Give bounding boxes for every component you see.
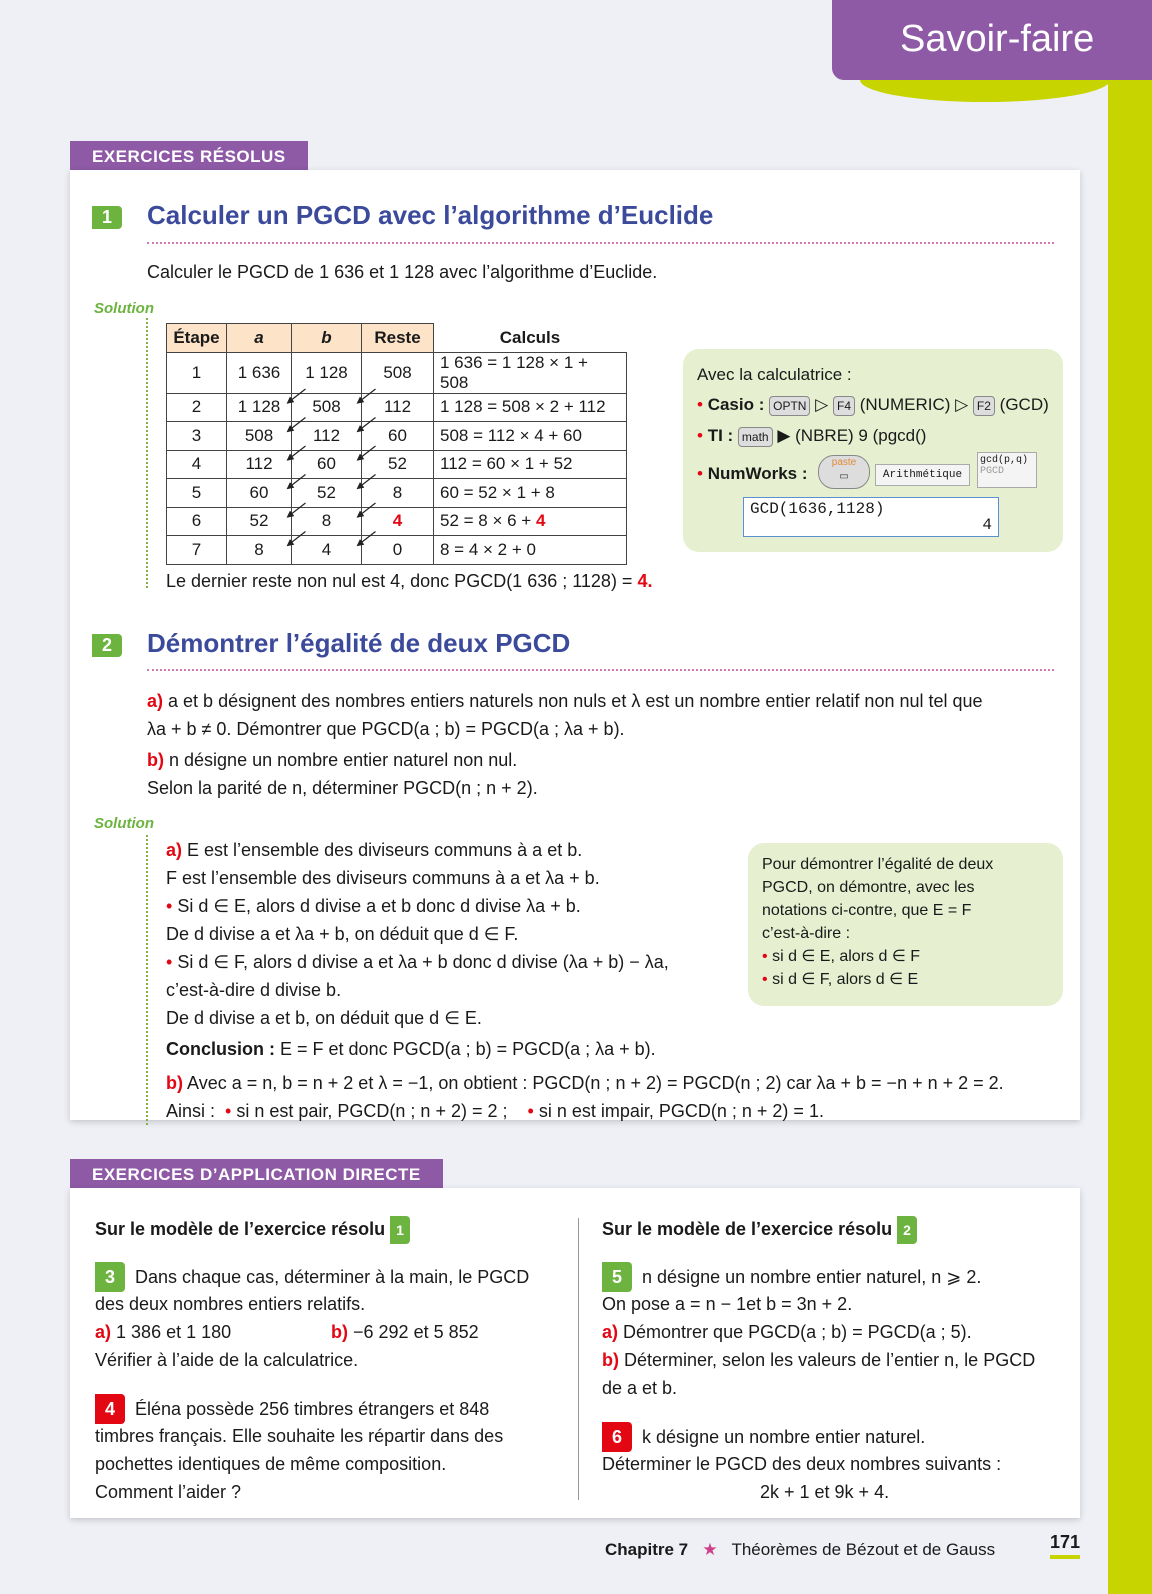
table-cell: 112 bbox=[362, 393, 434, 422]
ex1-statement: Calculer le PGCD de 1 636 et 1 128 avec l’algorithme d’Euclide. bbox=[147, 262, 658, 282]
sol-line-4: De d divise a et λa + b, on déduit que d ∈ F. bbox=[166, 924, 519, 944]
table-cell: 112 = 60 × 1 + 52 bbox=[434, 450, 627, 479]
screen-input: GCD(1636,1128) bbox=[750, 500, 885, 518]
table-cell: 508 bbox=[292, 393, 362, 422]
euclid-arrows bbox=[166, 323, 636, 553]
optn-key: OPTN bbox=[769, 396, 810, 416]
table-cell: 5 bbox=[167, 479, 227, 508]
euclid-arrow bbox=[288, 418, 306, 432]
euclid-arrow bbox=[288, 475, 306, 489]
ex4-line3: pochettes identiques de même composition. bbox=[95, 1454, 447, 1474]
table-header: a bbox=[227, 324, 292, 353]
table-cell: 8 = 4 × 2 + 0 bbox=[434, 536, 627, 565]
table-cell: 60 bbox=[362, 422, 434, 451]
ex4-line1: 4 Éléna possède 256 timbres étrangers et 848 bbox=[95, 1394, 489, 1424]
sol-b-line: b) Avec a = n, b = n + 2 et λ = −1, on obtient : PGCD(n ; n + 2) = PGCD(n ; 2) car λa + b = −n + n + 2 = 2. bbox=[166, 1073, 1004, 1093]
ex3-a: a) 1 386 et 1 180 bbox=[95, 1322, 232, 1342]
table-cell: 8 bbox=[292, 507, 362, 536]
calc-ti-line: • TI : math ▶ (NBRE) 9 (pgcd() bbox=[697, 426, 927, 445]
tip-line: • si d ∈ E, alors d ∈ F bbox=[762, 948, 920, 965]
ex5-line1: 5 n désigne un nombre entier naturel, n ⩾ 2. bbox=[602, 1262, 981, 1292]
euclid-arrow bbox=[358, 418, 376, 432]
f2-key: F2 bbox=[973, 396, 995, 416]
tip-line: notations ci-contre, que E = F bbox=[762, 902, 972, 919]
euclid-arrow bbox=[358, 446, 376, 460]
table-cell: 2 bbox=[167, 393, 227, 422]
euclid-arrow bbox=[288, 503, 306, 517]
ex5-line5: de a et b. bbox=[602, 1378, 678, 1398]
ex2-solution-marker bbox=[146, 835, 156, 1125]
ex2-rule bbox=[147, 669, 1054, 671]
ex1-rule bbox=[147, 242, 1054, 244]
euclid-arrow bbox=[358, 389, 376, 403]
screen-output: 4 bbox=[982, 516, 992, 534]
f4-key: F4 bbox=[833, 396, 855, 416]
ex2-title: Démontrer l’égalité de deux PGCD bbox=[147, 628, 571, 658]
tip-box bbox=[748, 843, 1063, 1006]
sol-b-ainsi: Ainsi : • si n est pair, PGCD(n ; n + 2) = 2 ; • si n est impair, PGCD(n ; n + 2) = 1. bbox=[166, 1101, 824, 1121]
gcd-function: gcd(p,q) PGCD bbox=[977, 452, 1037, 488]
tip-line: c’est-à-dire : bbox=[762, 925, 851, 942]
ex4-line4: Comment l’aider ? bbox=[95, 1482, 242, 1502]
ex1-title: Calculer un PGCD avec l’algorithme d’Euclide bbox=[147, 200, 714, 230]
sol-line-2: F est l’ensemble des diviseurs communs à a et λa + b. bbox=[166, 868, 600, 888]
sol-line-3: • Si d ∈ E, alors d divise a et b donc d divise λa + b. bbox=[166, 896, 581, 916]
table-header: Calculs bbox=[434, 324, 627, 353]
table-cell: 3 bbox=[167, 422, 227, 451]
ex1-solution-marker bbox=[146, 318, 156, 588]
ex5-line2: On pose a = n − 1et b = 3n + 2. bbox=[602, 1294, 853, 1314]
tip-line: • si d ∈ F, alors d ∈ E bbox=[762, 971, 919, 988]
table-cell: 1 636 bbox=[227, 352, 292, 393]
table-cell: 52 bbox=[227, 507, 292, 536]
table-header: Reste bbox=[362, 324, 434, 353]
ex4-line2: timbres français. Elle souhaite les répartir dans des bbox=[95, 1426, 504, 1446]
table-cell: 8 bbox=[227, 536, 292, 565]
table-cell: 60 = 52 × 1 + 8 bbox=[434, 479, 627, 508]
ex1-solution-label: Solution bbox=[94, 300, 154, 317]
ex1-number: 1 bbox=[92, 206, 122, 229]
header-label: Savoir-faire bbox=[900, 18, 1095, 60]
ex3-line4: Vérifier à l’aide de la calculatrice. bbox=[95, 1350, 359, 1370]
table-cell: 52 bbox=[292, 479, 362, 508]
table-header: b bbox=[292, 324, 362, 353]
ex2-solution-label: Solution bbox=[94, 815, 154, 832]
page-number: 171 bbox=[1050, 1532, 1080, 1559]
tab-direct: EXERCICES D’APPLICATION DIRECTE bbox=[70, 1159, 443, 1191]
table-header: Étape bbox=[167, 324, 227, 353]
euclid-arrow bbox=[358, 532, 376, 546]
table-cell: 1 128 = 508 × 2 + 112 bbox=[434, 393, 627, 422]
ex2-statement-b1: b) n désigne un nombre entier naturel non nul. bbox=[147, 750, 518, 770]
calc-numworks-line: • NumWorks : bbox=[697, 464, 808, 483]
ex6-line1: 6 k désigne un nombre entier naturel. bbox=[602, 1422, 925, 1452]
table-cell: 60 bbox=[227, 479, 292, 508]
calc-intro: Avec la calculatrice : bbox=[697, 365, 852, 384]
ex1-conclusion: Le dernier reste non nul est 4, donc PGCD(1 636 ; 1128) = 4. bbox=[166, 571, 653, 591]
ex2-statement-b2: Selon la parité de n, déterminer PGCD(n ; n + 2). bbox=[147, 778, 538, 798]
arithmetic-menu: Arithmétique bbox=[875, 464, 970, 486]
right-heading: Sur le modèle de l’exercice résolu 2 bbox=[602, 1215, 917, 1244]
ex3-b: b) −6 292 et 5 852 bbox=[331, 1322, 479, 1342]
table-cell: 7 bbox=[167, 536, 227, 565]
sol-line-1: a) E est l’ensemble des diviseurs communs à a et b. bbox=[166, 840, 583, 860]
ex5-a: a) Démontrer que PGCD(a ; b) = PGCD(a ; 5). bbox=[602, 1322, 972, 1342]
table-cell: 6 bbox=[167, 507, 227, 536]
calc-casio-line: • Casio : OPTN ▷ F4 (NUMERIC) ▷ F2 (GCD) bbox=[697, 395, 1049, 414]
paste-key: paste ▭ bbox=[818, 455, 870, 489]
euclid-arrow bbox=[288, 532, 306, 546]
table-cell: 508 bbox=[227, 422, 292, 451]
ex2-statement-a1: a) a et b désignent des nombres entiers naturels non nuls et λ est un nombre entier relatif non nul tel que bbox=[147, 691, 983, 711]
table-cell: 1 128 bbox=[292, 352, 362, 393]
ex2-number: 2 bbox=[92, 634, 122, 657]
table-cell: 112 bbox=[292, 422, 362, 451]
math-key: math bbox=[738, 427, 773, 447]
sol-conclusion: Conclusion : E = F et donc PGCD(a ; b) = PGCD(a ; λa + b). bbox=[166, 1039, 656, 1059]
table-cell: 52 bbox=[362, 450, 434, 479]
table-cell: 8 bbox=[362, 479, 434, 508]
tab-resolved: EXERCICES RÉSOLUS bbox=[70, 141, 308, 173]
footer: Chapitre 7 ★ Théorèmes de Bézout et de Gauss bbox=[605, 1540, 996, 1559]
table-cell: 4 bbox=[362, 507, 434, 536]
table-cell: 4 bbox=[167, 450, 227, 479]
calculator-screen bbox=[743, 497, 999, 537]
ex6-line3: 2k + 1 et 9k + 4. bbox=[760, 1482, 890, 1502]
ex5-b: b) Déterminer, selon les valeurs de l’entier n, le PGCD bbox=[602, 1350, 1036, 1370]
sol-line-7: De d divise a et b, on déduit que d ∈ E. bbox=[166, 1008, 482, 1028]
column-separator bbox=[578, 1218, 579, 1500]
ex3-line1: 3 Dans chaque cas, déterminer à la main, le PGCD bbox=[95, 1262, 529, 1292]
table-cell: 1 128 bbox=[227, 393, 292, 422]
euclid-arrow bbox=[288, 389, 306, 403]
table-cell: 508 = 112 × 4 + 60 bbox=[434, 422, 627, 451]
table-cell: 1 bbox=[167, 352, 227, 393]
euclid-arrow bbox=[288, 446, 306, 460]
ex6-line2: Déterminer le PGCD des deux nombres suivants : bbox=[602, 1454, 1002, 1474]
table-cell: 508 bbox=[362, 352, 434, 393]
sol-line-5: • Si d ∈ F, alors d divise a et λa + b donc d divise (λa + b) − λa, bbox=[166, 952, 669, 972]
euclid-arrow bbox=[358, 503, 376, 517]
tip-line: Pour démontrer l’égalité de deux bbox=[762, 856, 994, 873]
table-cell: 0 bbox=[362, 536, 434, 565]
ex2-statement-a2: λa + b ≠ 0. Démontrer que PGCD(a ; b) = PGCD(a ; λa + b). bbox=[147, 719, 625, 739]
ex3-line2: des deux nombres entiers relatifs. bbox=[95, 1294, 366, 1314]
page-side-band bbox=[1108, 0, 1152, 1594]
left-heading: Sur le modèle de l’exercice résolu 1 bbox=[95, 1215, 410, 1244]
table-cell: 112 bbox=[227, 450, 292, 479]
table-cell: 52 = 8 × 6 + 4 bbox=[434, 507, 627, 536]
table-cell: 1 636 = 1 128 × 1 + 508 bbox=[434, 352, 627, 393]
table-cell: 60 bbox=[292, 450, 362, 479]
sol-line-6: c’est-à-dire d divise b. bbox=[166, 980, 342, 1000]
euclid-arrow bbox=[358, 475, 376, 489]
tip-line: PGCD, on démontre, avec les bbox=[762, 879, 975, 896]
table-cell: 4 bbox=[292, 536, 362, 565]
